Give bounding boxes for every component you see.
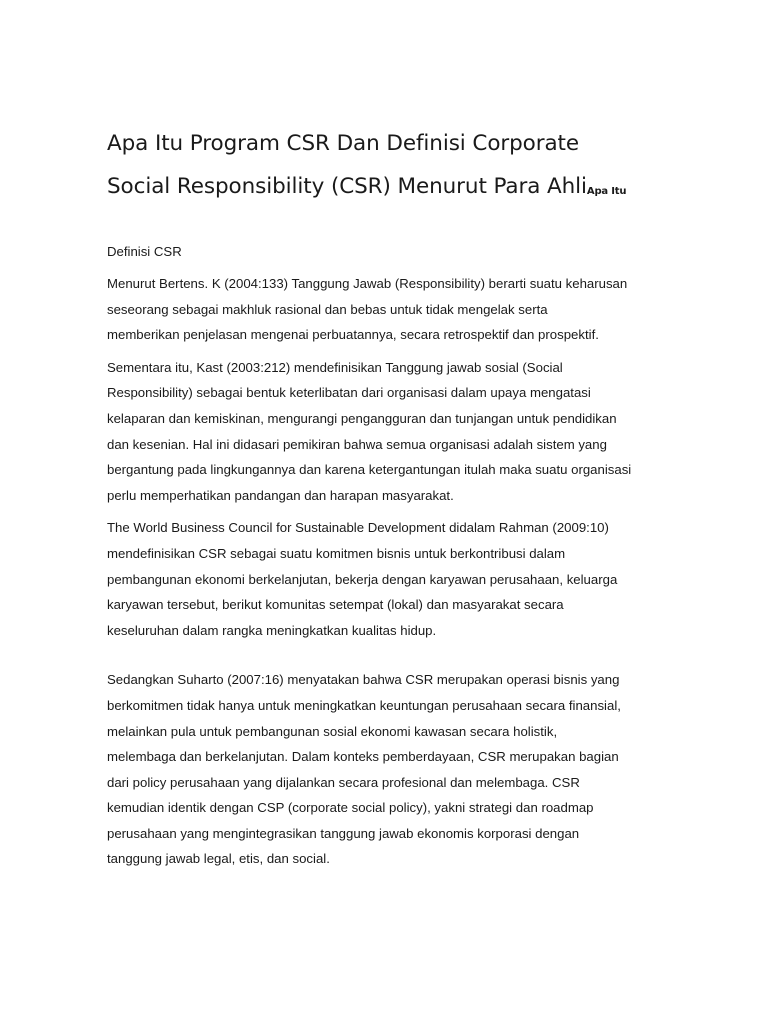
paragraph-line: melembaga dan berkelanjutan. Dalam konteks pemberdayaan, CSR merupakan bagian [107,749,619,765]
paragraph-line: melainkan pula untuk pembangunan sosial ekonomi kawasan secara holistik, [107,723,558,739]
paragraph-line: seseorang sebagai makhluk rasional dan bebas untuk tidak mengelak serta [107,301,548,317]
paragraph-line: Sedangkan Suharto (2007:16) menyatakan bahwa CSR merupakan operasi bisnis yang [107,672,620,688]
document-page [107,122,682,879]
paragraph-line: tanggung jawab legal, etis, dan social. [107,851,330,867]
paragraph-line: dari policy perusahaan yang dijalankan secara profesional dan melembaga. CSR [107,774,580,790]
title-tail-text: Apa Itu [586,186,627,197]
paragraph-kast [107,355,682,509]
paragraph-wbcsd [107,515,682,643]
paragraph-line: karyawan tersebut, berikut komunitas setempat (lokal) dan masyarakat secara [107,597,564,613]
paragraph-line: bergantung pada lingkungannya dan karena ketergantungan itulah maka suatu organisasi [107,462,632,478]
paragraph-suharto [107,667,682,872]
paragraph-line: Responsibility) sebagai bentuk keterlibatan dari organisasi dalam upaya mengatasi [107,385,591,401]
paragraph-line: pembangunan ekonomi berkelanjutan, bekerja dengan karyawan perusahaan, keluarga [107,571,618,587]
paragraph-line: kelaparan dan kemiskinan, mengurangi pengangguran dan tunjangan untuk pendidikan [107,410,617,426]
paragraph-line: Menurut Bertens. K (2004:133) Tanggung Jawab (Responsibility) berarti suatu keharusan [107,276,628,291]
title-line-2: Social Responsibility (CSR) Menurut Para Ahli [107,174,587,199]
document-title [107,122,682,213]
paragraph-line: kemudian identik dengan CSP (corporate social policy), yakni strategi dan roadmap [107,800,594,816]
paragraph-line: mendefinisikan CSR sebagai suatu komitmen bisnis untuk berkontribusi dalam [107,545,566,561]
paragraph-line: keseluruhan dalam rangka meningkatkan kualitas hidup. [107,622,437,638]
paragraph-line: perusahaan yang mengintegrasikan tanggung jawab ekonomis korporasi dengan [107,825,580,841]
paragraph-bertens [107,271,682,348]
paragraph-line: The World Business Council for Sustainable Development didalam Rahman (2009:10) [107,520,609,536]
paragraph-line: memberikan penjelasan mengenai perbuatannya, secara retrospektif dan prospektif. [107,327,599,343]
paragraph-line: dan kesenian. Hal ini didasari pemikiran bahwa semua organisasi adalah sistem yang [107,436,607,452]
title-line-1: Apa Itu Program CSR Dan Definisi Corporate [107,131,579,156]
paragraph-line: berkomitmen tidak hanya untuk meningkatkan keuntungan perusahaan secara finansial, [107,697,621,713]
paragraph-line: Sementara itu, Kast (2003:212) mendefinisikan Tanggung jawab sosial (Social [107,359,563,375]
paragraph-line: perlu memperhatikan pandangan dan harapan masyarakat. [107,487,454,503]
section-heading: Definisi CSR [107,244,182,259]
